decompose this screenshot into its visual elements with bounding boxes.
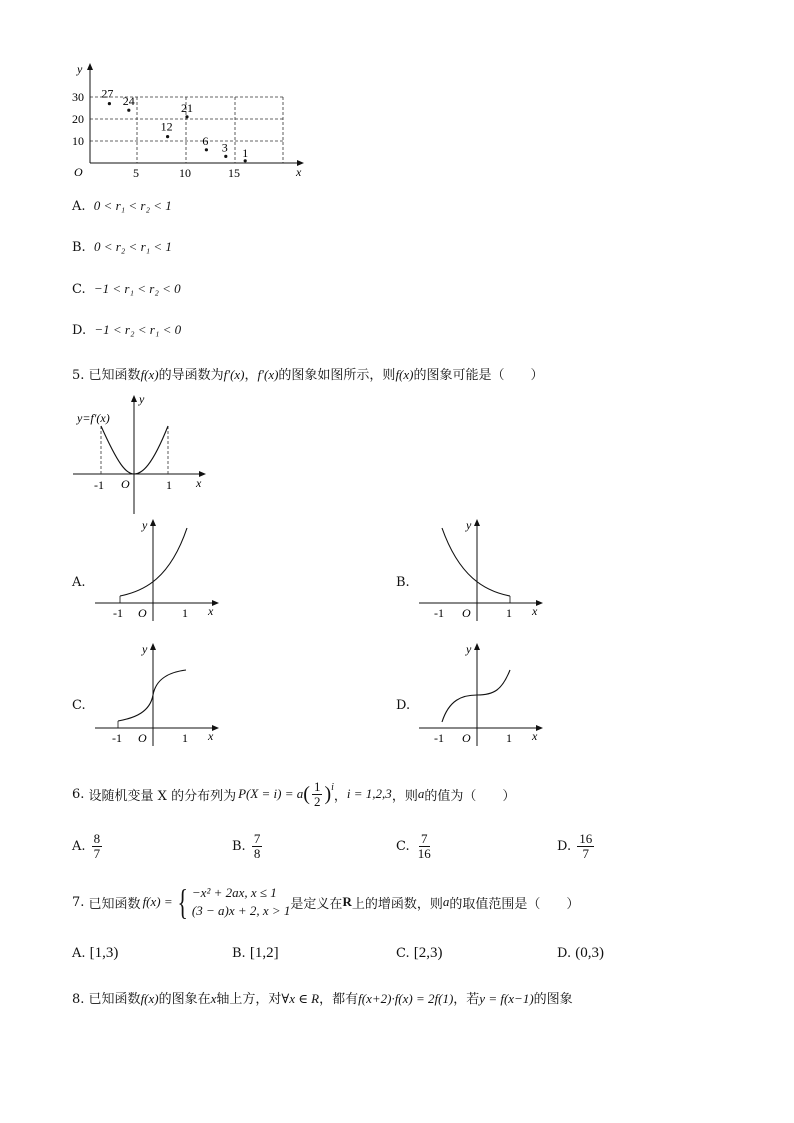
- svg-text:1: 1: [506, 731, 512, 745]
- scatter-point-label-3: 3: [221, 140, 228, 155]
- qb-y-arrow-icon: [474, 519, 480, 526]
- svg-text:O: O: [462, 606, 471, 620]
- q5-option-a-label[interactable]: A.: [72, 575, 86, 590]
- svg-text:1: 1: [182, 606, 188, 620]
- scatter-ytick-30: 30: [72, 90, 84, 104]
- q5-option-b-graph[interactable]: [414, 516, 549, 626]
- svg-text:O: O: [462, 731, 471, 745]
- scatter-y-arrow-icon: [87, 63, 93, 70]
- scatter-xtick-10: 10: [179, 166, 191, 180]
- q8-stem: 8. 已知函数f(x)的图象在x轴上方，对∀x ∈ R，都有f(x+2)·f(x) = 2f(1)，若y = f(x−1)的图象: [72, 991, 573, 1007]
- q5-option-c-label[interactable]: C.: [72, 698, 86, 713]
- svg-text:O: O: [121, 477, 130, 491]
- svg-text:y: y: [142, 518, 148, 532]
- svg-text:1: 1: [506, 606, 512, 620]
- svg-text:1: 1: [166, 478, 172, 492]
- qd-y-arrow-icon: [474, 643, 480, 650]
- svg-text:-1: -1: [113, 606, 123, 620]
- q5-option-a-graph[interactable]: [90, 516, 225, 626]
- svg-text:x: x: [196, 476, 202, 490]
- q4-option-c[interactable]: C. −1 < r₁ < r₂ < 0: [72, 281, 181, 297]
- scatter-figure: [60, 58, 320, 183]
- svg-text:1: 1: [182, 731, 188, 745]
- q7-stem: 7. 已知函数 f(x) = { −x² + 2ax, x ≤ 1 (3 − a)x + 2, x > 1 是定义在 R 上的增函数，则 a 的取值范围是（ ）: [72, 882, 580, 922]
- svg-text:-1: -1: [434, 606, 444, 620]
- scatter-y-label: y: [77, 62, 83, 76]
- qa-y-arrow-icon: [150, 519, 156, 526]
- scatter-point-12: [166, 135, 169, 138]
- scatter-point-3: [224, 155, 227, 158]
- scatter-point-24: [127, 109, 130, 112]
- q5-derivative-graph: [70, 392, 215, 517]
- svg-text:O: O: [138, 731, 147, 745]
- svg-text:x: x: [208, 604, 214, 618]
- q4-option-a[interactable]: A. 0 < r₁ < r₂ < 1: [72, 198, 172, 214]
- svg-text:-1: -1: [112, 731, 122, 745]
- scatter-point-27: [108, 102, 111, 105]
- q5-option-d-graph[interactable]: [414, 640, 549, 750]
- scatter-point-label-1: 1: [242, 145, 249, 160]
- svg-text:x: x: [208, 729, 214, 743]
- qc-y-arrow-icon: [150, 643, 156, 650]
- q6-option-a[interactable]: A. $\frac{8}{7}$: [72, 831, 101, 861]
- scatter-origin: O: [74, 165, 83, 179]
- q4-option-b[interactable]: B. 0 < r₂ < r₁ < 1: [72, 239, 172, 255]
- scatter-point-label-21: 21: [181, 100, 193, 115]
- q7-option-d[interactable]: D. (0,3): [557, 945, 604, 961]
- q6-option-c[interactable]: C. $\frac{7}{16}$: [396, 831, 431, 861]
- q5d-y-arrow-icon: [131, 395, 137, 402]
- scatter-xtick-5: 5: [133, 166, 139, 180]
- q7-option-b[interactable]: B. [1,2]: [232, 945, 279, 961]
- scatter-point-21: [185, 115, 188, 118]
- svg-text:-1: -1: [94, 478, 104, 492]
- q5-option-b-label[interactable]: B.: [396, 575, 410, 590]
- q7-option-c[interactable]: C. [2,3): [396, 945, 443, 961]
- svg-text:y: y: [139, 392, 145, 406]
- svg-text:O: O: [138, 606, 147, 620]
- scatter-point-label-6: 6: [202, 133, 209, 148]
- svg-text:y: y: [142, 642, 148, 656]
- scatter-point-6: [205, 148, 208, 151]
- svg-text:y: y: [466, 518, 472, 532]
- q5d-label: y=f′(x): [77, 411, 110, 425]
- scatter-point-label-27: 27: [101, 86, 114, 101]
- scatter-xtick-15: 15: [228, 166, 240, 180]
- scatter-ytick-10: 10: [72, 134, 84, 148]
- svg-text:x: x: [532, 729, 538, 743]
- q6-option-b[interactable]: B. $\frac{7}{8}$: [232, 831, 261, 861]
- scatter-point-label-12: 12: [160, 119, 173, 134]
- scatter-ytick-20: 20: [72, 112, 84, 126]
- scatter-x-label: x: [296, 165, 302, 179]
- q7-option-a[interactable]: A. [1,3): [72, 945, 119, 961]
- q6-stem: 6. 设随机变量 X 的分布列为 P(X = i) = a ( $\frac{1}{2}$ ) $^i$ ， i = 1,2,3 ，则 a 的值为（ ）: [72, 779, 516, 809]
- q5-stem: 5. 已知函数f(x)的导函数为f′(x)，f′(x)的图象如图所示，则f(x)的图象可能是（ ）: [72, 367, 544, 383]
- q6-option-d[interactable]: D. $\frac{16}{7}$: [557, 831, 593, 861]
- svg-text:y: y: [466, 642, 472, 656]
- q5-option-c-graph[interactable]: [90, 640, 225, 750]
- scatter-point-label-24: 24: [122, 94, 135, 109]
- q4-option-d[interactable]: D. −1 < r₂ < r₁ < 0: [72, 322, 182, 338]
- q5-option-d-label[interactable]: D.: [396, 698, 411, 713]
- scatter-points: [101, 87, 248, 163]
- svg-text:x: x: [532, 604, 538, 618]
- svg-text:-1: -1: [434, 731, 444, 745]
